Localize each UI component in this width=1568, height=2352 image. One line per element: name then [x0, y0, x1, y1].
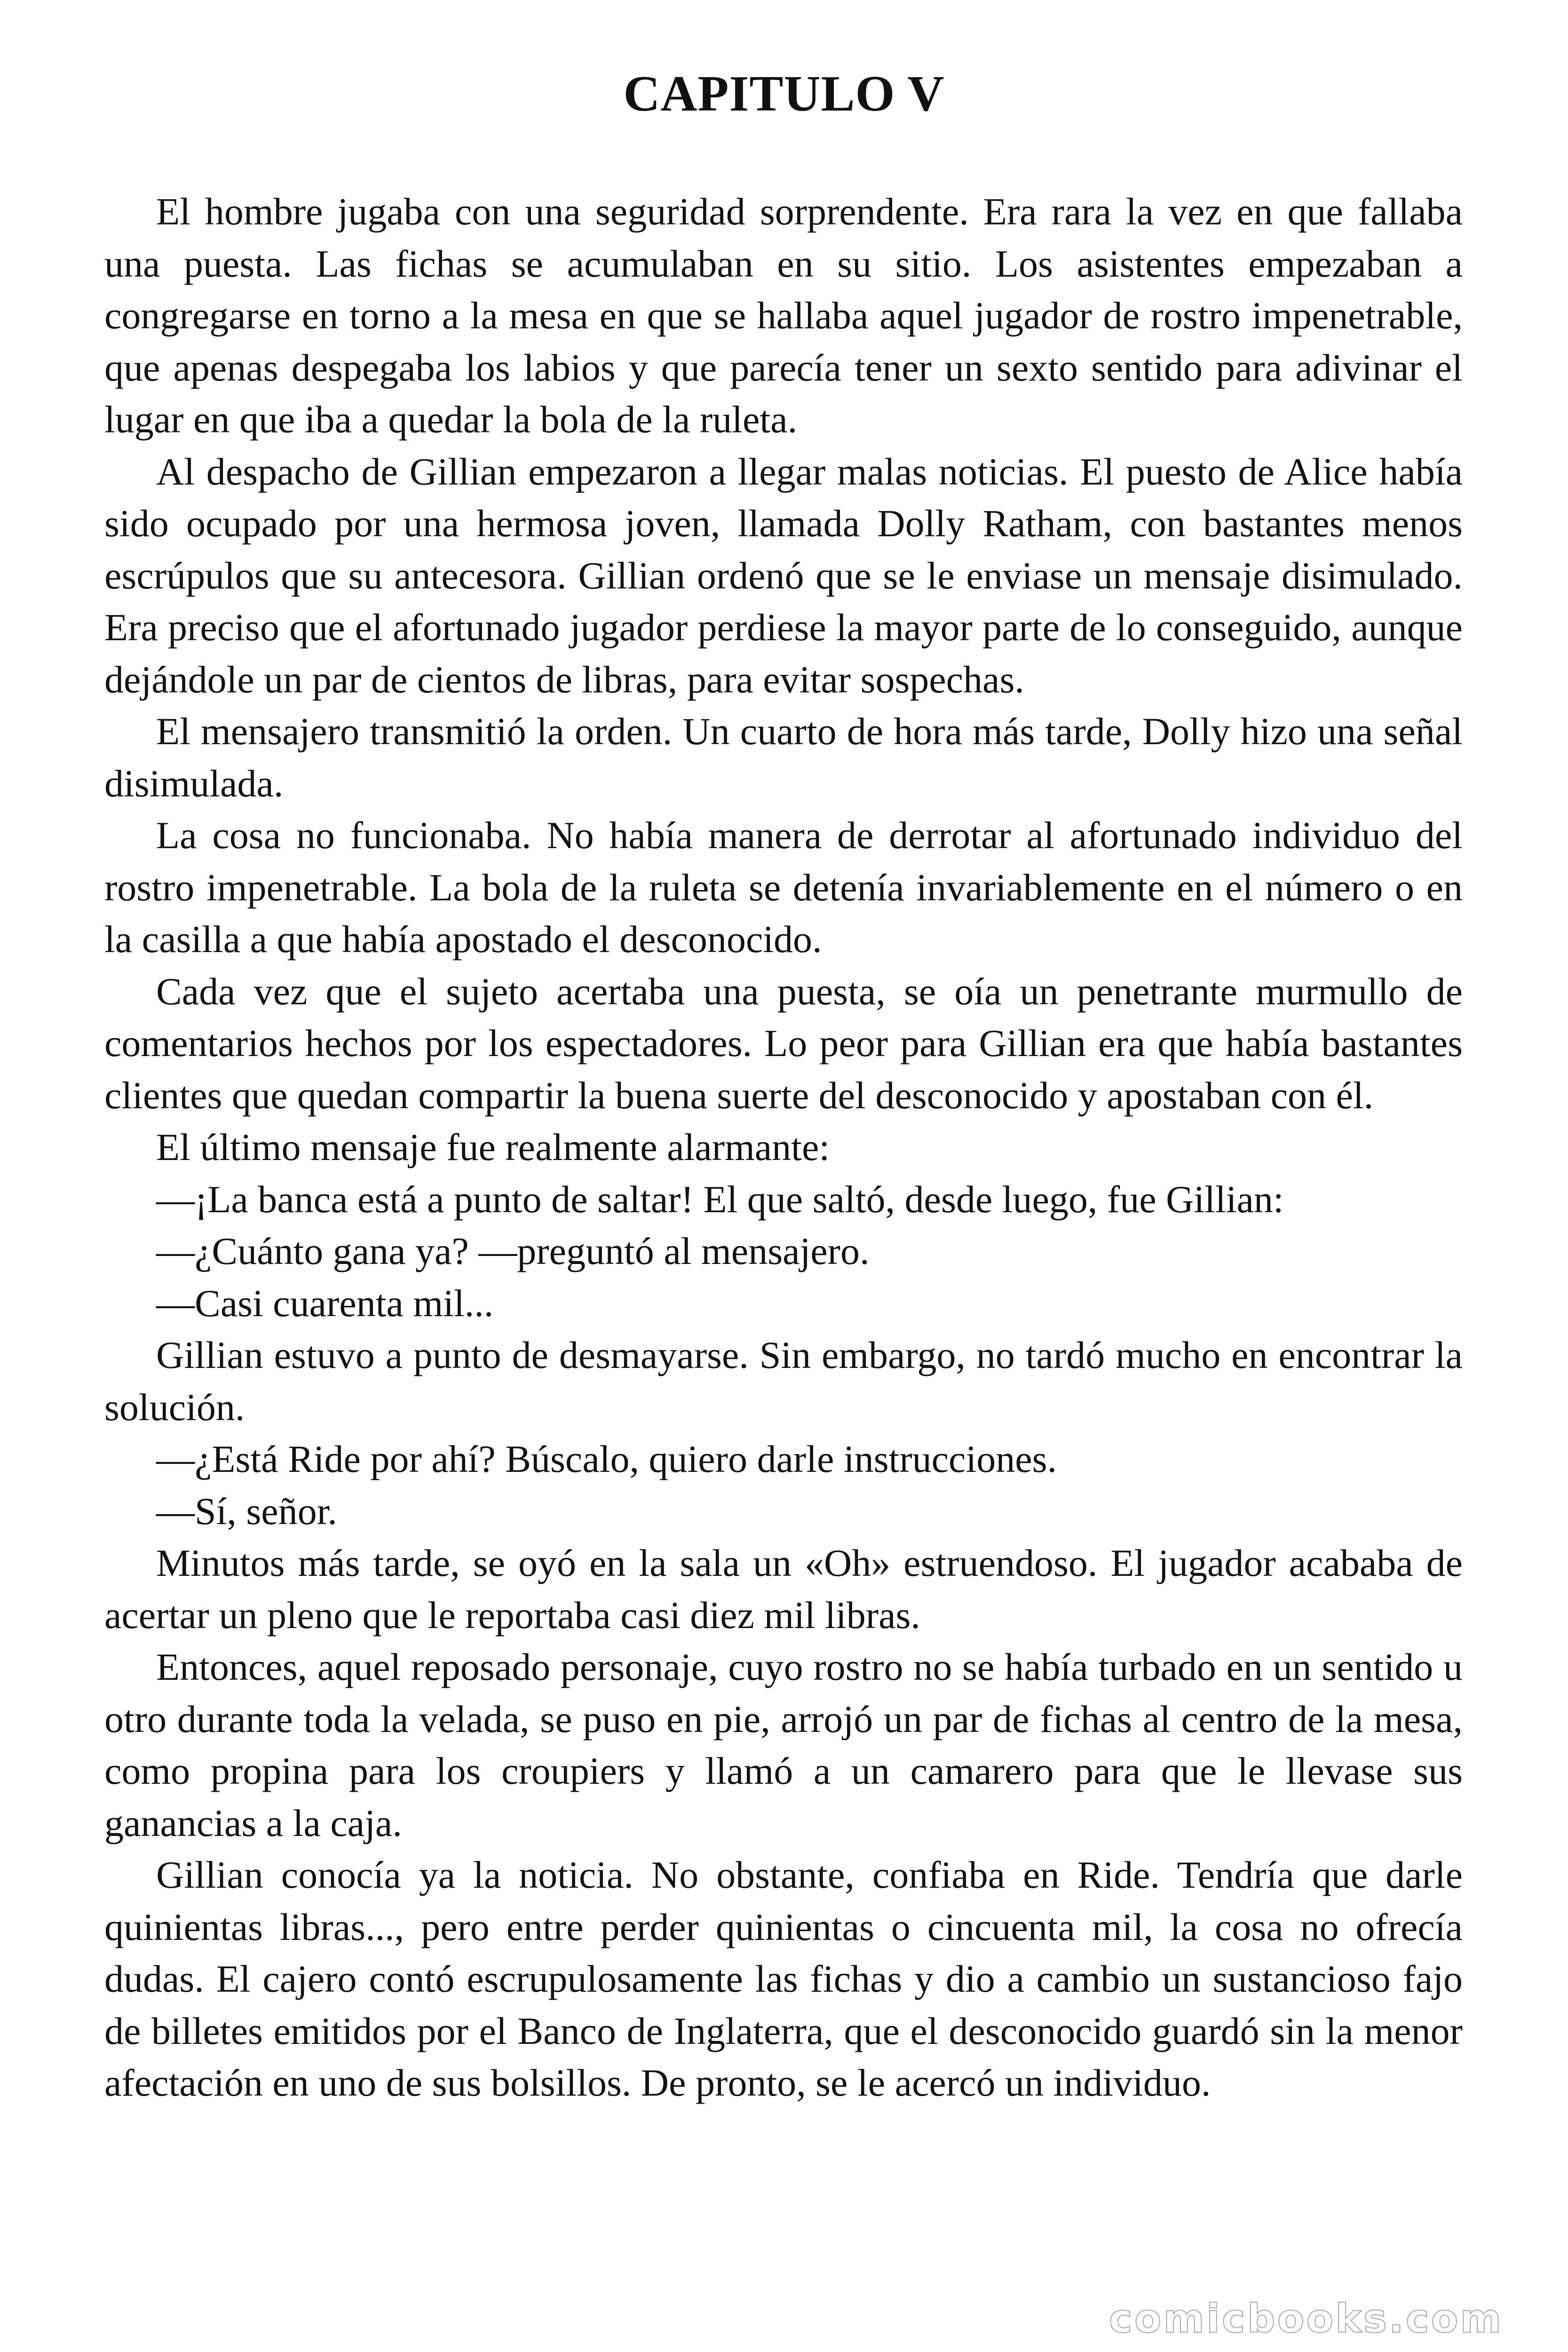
dialogue-line: —Sí, señor.: [156, 1489, 337, 1533]
paragraph: Gillian estuvo a punto de desmayarse. Sin embargo, no tardó mucho en encontrar la solución.: [104, 1334, 1463, 1429]
paragraph: Cada vez que el sujeto acertaba una puesta, se oía un penetrante murmullo de comentarios hechos por los espectadores. Lo peor para Gillian era que había bastantes clientes que quedan compartir la buena suerte del desconocido y apostaban con él.: [104, 969, 1463, 1117]
dialogue-line: —¡La banca está a punto de saltar! El que saltó, desde luego, fue Gillian:: [156, 1177, 1284, 1221]
watermark: comicbooks.com: [1109, 2296, 1503, 2342]
paragraph: El mensajero transmitió la orden. Un cuarto de hora más tarde, Dolly hizo una señal disimulada.: [104, 710, 1463, 805]
dialogue-line: —¿Cuánto gana ya? —preguntó al mensajero.: [156, 1230, 870, 1272]
chapter-title: CAPITULO V: [623, 66, 945, 122]
paragraph: Minutos más tarde, se oyó en la sala un «Oh» estruendoso. El jugador acababa de acertar un pleno que le reportaba casi diez mil libras.: [104, 1542, 1463, 1637]
body-text: [104, 186, 1463, 2109]
dialogue-line: —¿Está Ride por ahí? Búscalo, quiero darle instrucciones.: [156, 1438, 1057, 1480]
paragraph: El último mensaje fue realmente alarmante:: [156, 1126, 830, 1168]
paragraph: Entonces, aquel reposado personaje, cuyo rostro no se había turbado en un sentido u otro durante toda la velada, se puso en pie, arrojó un par de fichas al centro de la mesa, como propina para los croupiers y llamó a un camarero para que le llevase sus ganancias a la caja.: [104, 1645, 1463, 1844]
paragraph: Al despacho de Gillian empezaron a llegar malas noticias. El puesto de Alice había sido ocupado por una hermosa joven, llamada Dolly Ratham, con bastantes menos escrúpulos que su antecesora. Gillian ordenó que se le enviase un mensaje disimulado. Era preciso que el afortunado jugador perdiese la mayor parte de lo conseguido, aunque dejándole un par de cientos de libras, para evitar sospechas.: [104, 450, 1463, 701]
dialogue-line: —Casi cuarenta mil...: [156, 1281, 494, 1325]
paragraph: La cosa no funcionaba. No había manera de derrotar al afortunado individuo del rostro impenetrable. La bola de la ruleta se detenía invariablemente en el número o en la casilla a que había apostado el desconocido.: [104, 814, 1463, 961]
paragraph: Gillian conocía ya la noticia. No obstante, confiaba en Ride. Tendría que darle quinientas libras..., pero entre perder quinientas o cincuenta mil, la cosa no ofrecía dudas. El cajero contó escrupulosamente las fichas y dio a cambio un sustancioso fajo de billetes emitidos por el Banco de Inglaterra, que el desconocido guardó sin la menor afectación en uno de sus bolsillos. De pronto, se le acercó un individuo.: [104, 1853, 1463, 2104]
paragraph: El hombre jugaba con una seguridad sorprendente. Era rara la vez en que fallaba una puesta. Las fichas se acumulaban en su sitio. Los asistentes empezaban a congregarse en torno a la mesa en que se hallaba aquel jugador de rostro impenetrable, que apenas despegaba los labios y que parecía tener un sexto sentido para adivinar el lugar en que iba a quedar la bola de la ruleta.: [104, 190, 1463, 441]
